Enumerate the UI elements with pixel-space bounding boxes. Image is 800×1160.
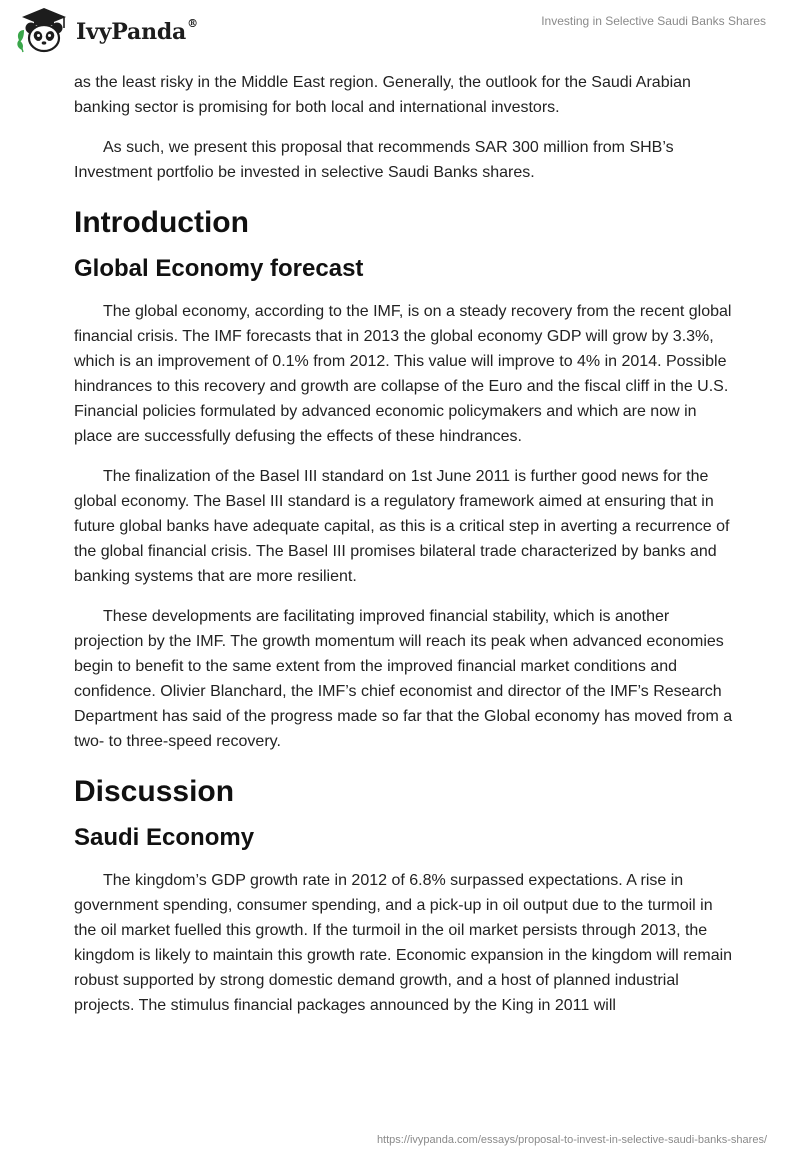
page-title: Investing in Selective Saudi Banks Shares <box>541 14 766 28</box>
heading-discussion: Discussion <box>74 775 235 808</box>
heading-global-economy-forecast: Global Economy forecast <box>74 255 364 282</box>
panda-graduate-icon <box>14 6 74 56</box>
ivypanda-logo[interactable] <box>14 6 198 56</box>
essay-content <box>74 70 734 1033</box>
source-url-link[interactable]: https://ivypanda.com/essays/proposal-to-invest-in-selective-saudi-banks-shares/ <box>376 1134 767 1146</box>
paragraph: The kingdom’s GDP growth rate in 2012 of 6.8% surpassed expectations. A rise in government spending, consumer spending, and a pick-up in oil output due to the turmoil in the oil market fuelled this growth. If the turmoil in the oil market persists through 2013, the kingdom is likely to maintain this growth rate. Economic expansion in the kingdom will remain robust supported by strong domestic demand growth, and a host of planned industrial projects. The stimulus financial packages announced by the King in 2011 will <box>74 872 733 1014</box>
brand-name: IvyPanda® <box>76 17 198 45</box>
paragraph: The global economy, according to the IMF, is on a steady recovery from the recent global financial crisis. The IMF forecasts that in 2013 the global economy GDP will grow by 3.3%, which is an improvement of 0.1% from 2012. This value will improve to 4% in 2014. Possible hindrances to this recovery and growth are collapse of the Euro and the fiscal cliff in the U.S. Financial policies formulated by advanced economic policymakers and which are now in place are successfully defusing the effects of these hindrances. <box>74 303 732 445</box>
paragraph: as the least risky in the Middle East region. Generally, the outlook for the Saudi Arabian banking sector is promising for both local and international investors. <box>74 74 691 116</box>
heading-saudi-economy: Saudi Economy <box>74 824 255 851</box>
paragraph: These developments are facilitating improved financial stability, which is another projection by the IMF. The growth momentum will reach its peak when advanced economies begin to benefit to the same extent from the improved financial market conditions and confidence. Olivier Blanchard, the IMF’s chief economist and director of the IMF’s Research Department has said of the progress made so far that the Global economy has moved from a two- to three-speed recovery. <box>74 608 733 750</box>
paragraph: The finalization of the Basel III standard on 1st June 2011 is further good news for the global economy. The Basel III standard is a regulatory framework aimed at ensuring that in future global banks have adequate capital, as this is a critical step in averting a recurrence of the global financial crisis. The Basel III promises bilateral trade characterized by banks and banking systems that are more resilient. <box>74 468 730 585</box>
heading-introduction: Introduction <box>74 206 249 239</box>
paragraph: As such, we present this proposal that recommends SAR 300 million from SHB’s Investment portfolio be invested in selective Saudi Banks shares. <box>74 139 674 181</box>
page-header <box>0 0 800 60</box>
